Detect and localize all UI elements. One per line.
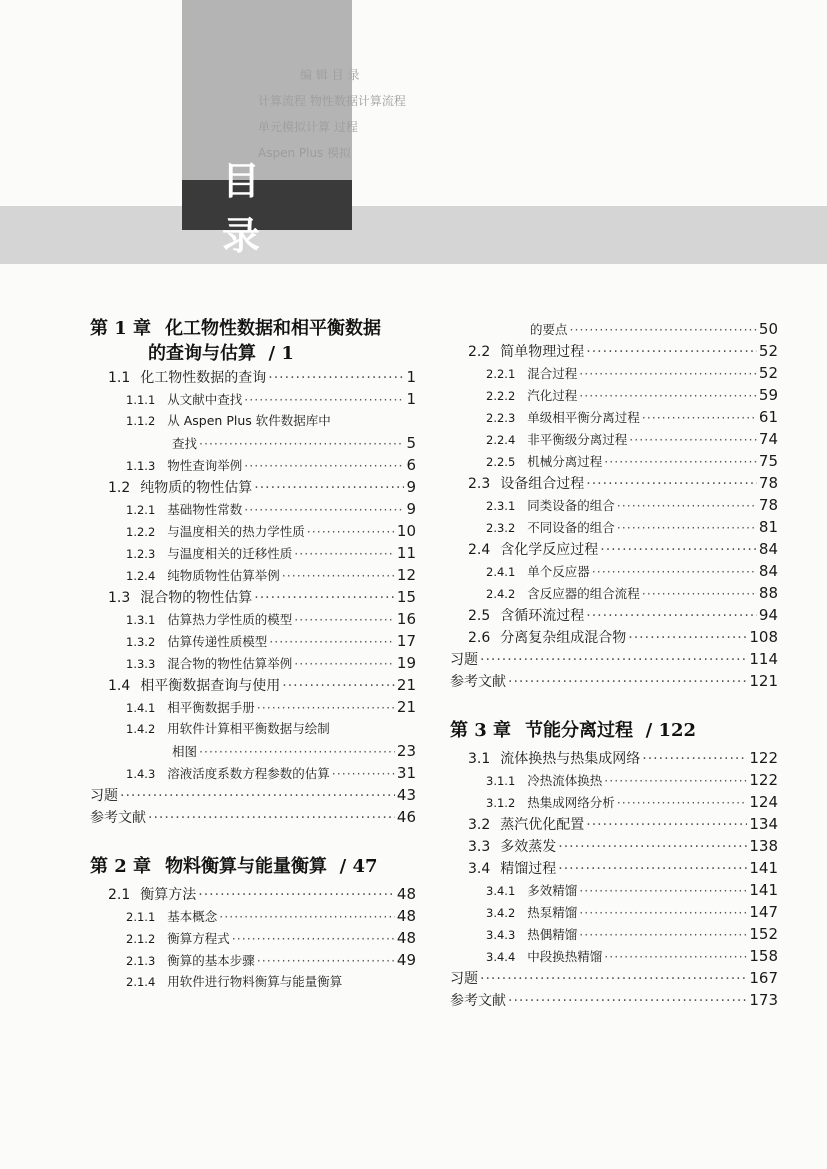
- toc-entry[interactable]: 2.1.4 用软件进行物料衡算与能量衡算: [126, 974, 343, 989]
- toc-entry[interactable]: 3.1 流体换热与热集成网络 ····· 122: [450, 747, 778, 769]
- toc-entry[interactable]: 2.4.2 含反应器的组合流程 ····· 88: [450, 582, 778, 604]
- toc-entry[interactable]: 1.1.3 物性查询举例 ····· 6: [90, 454, 416, 476]
- toc-entry[interactable]: 1.3 混合物的物性估算 ····· 15: [90, 586, 416, 608]
- toc-entry[interactable]: 2.1 衡算方法 ····· 48: [90, 883, 416, 905]
- toc-entry[interactable]: 3.4 精馏过程 ····· 141: [450, 857, 778, 879]
- toc-entry[interactable]: 1.4.2 用软件计算相平衡数据与绘制: [126, 721, 330, 736]
- chapter-1-heading: 第 1 章 化工物性数据和相平衡数据: [90, 318, 382, 339]
- toc-entry[interactable]: 1.1.2 从 Aspen Plus 软件数据库中: [126, 413, 331, 428]
- toc-entry[interactable]: 3.4.1 多效精馏 ····· 141: [450, 879, 778, 901]
- header-band: [0, 206, 827, 264]
- ghost-text: 单元模拟计算 过程: [258, 120, 358, 134]
- toc-entry[interactable]: 2.4 含化学反应过程 ····· 84: [450, 538, 778, 560]
- toc-entry[interactable]: 2.2.4 非平衡级分离过程 ····· 74: [450, 428, 778, 450]
- toc-entry[interactable]: 1.4 相平衡数据查询与使用 ····· 21: [90, 674, 416, 696]
- toc-entry[interactable]: 参考文献 ····· 46: [90, 806, 416, 828]
- toc-entry[interactable]: 3.4.2 热泵精馏 ····· 147: [450, 901, 778, 923]
- toc-entry[interactable]: 1.4.3 溶液活度系数方程参数的估算 ····· 31: [90, 762, 416, 784]
- toc-entry[interactable]: 2.2.3 单级相平衡分离过程 ····· 61: [450, 406, 778, 428]
- ghost-text: 计算流程 物性数据计算流程: [258, 94, 406, 108]
- toc-entry[interactable]: 习题 ····· 43: [90, 784, 416, 806]
- toc-entry[interactable]: 2.1.2 衡算方程式 ····· 48: [90, 927, 416, 949]
- toc-entry[interactable]: 3.1.1 冷热流体换热 ····· 122: [450, 769, 778, 791]
- toc-entry[interactable]: 2.2.1 混合过程 ····· 52: [450, 362, 778, 384]
- toc-entry[interactable]: 2.1.3 衡算的基本步骤 ····· 49: [90, 949, 416, 971]
- toc-entry[interactable]: 3.2 蒸汽优化配置 ····· 134: [450, 813, 778, 835]
- toc-entry[interactable]: 1.3.2 估算传递性质模型 ····· 17: [90, 630, 416, 652]
- toc-entry[interactable]: 1.2.1 基础物性常数 ····· 9: [90, 498, 416, 520]
- toc-entry[interactable]: 3.4.3 热偶精馏 ····· 152: [450, 923, 778, 945]
- toc-entry[interactable]: 2.3.1 同类设备的组合 ····· 78: [450, 494, 778, 516]
- toc-entry[interactable]: 习题 ····· 167: [450, 967, 778, 989]
- toc-entry[interactable]: 2.3.2 不同设备的组合 ····· 81: [450, 516, 778, 538]
- toc-entry[interactable]: 1.2.4 纯物质物性估算举例 ····· 12: [90, 564, 416, 586]
- toc-entry[interactable]: 2.6 分离复杂组成混合物 ····· 108: [450, 626, 778, 648]
- toc-entry[interactable]: 1.3.1 估算热力学性质的模型 ····· 16: [90, 608, 416, 630]
- toc-entry[interactable]: 2.2 简单物理过程 ····· 52: [450, 340, 778, 362]
- toc-entry[interactable]: 2.2.5 机械分离过程 ····· 75: [450, 450, 778, 472]
- toc-entry[interactable]: 1.2.2 与温度相关的热力学性质 ····· 10: [90, 520, 416, 542]
- toc-entry[interactable]: 1.1 化工物性数据的查询 ····· 1: [90, 366, 416, 388]
- toc-entry[interactable]: 3.3 多效蒸发 ····· 138: [450, 835, 778, 857]
- toc-right-column: [450, 318, 778, 1011]
- page-title: 目 录: [182, 180, 352, 230]
- toc-entry[interactable]: 参考文献 ····· 173: [450, 989, 778, 1011]
- chapter-2-heading: 第 2 章 物料衡算与能量衡算 / 47: [90, 856, 378, 877]
- chapter-3-heading: 第 3 章 节能分离过程 / 122: [450, 720, 697, 741]
- toc-entry[interactable]: 的要点 ····· 50: [450, 318, 778, 340]
- ghost-text: Aspen Plus 模拟: [258, 146, 352, 160]
- toc-entry[interactable]: 查找 ····· 5: [90, 432, 416, 454]
- toc-left-column: [90, 316, 416, 993]
- toc-entry[interactable]: 2.1.1 基本概念 ····· 48: [90, 905, 416, 927]
- toc-entry[interactable]: 1.4.1 相平衡数据手册 ····· 21: [90, 696, 416, 718]
- chapter-1-heading-cont: 的查询与估算 / 1: [148, 343, 294, 364]
- toc-entry[interactable]: 2.4.1 单个反应器 ····· 84: [450, 560, 778, 582]
- ghost-text: 编 辑 目 录: [300, 68, 360, 82]
- toc-entry[interactable]: 1.1.1 从文献中查找 ····· 1: [90, 388, 416, 410]
- toc-entry[interactable]: 1.2 纯物质的物性估算 ····· 9: [90, 476, 416, 498]
- toc-entry[interactable]: 参考文献 ····· 121: [450, 670, 778, 692]
- toc-entry[interactable]: 1.3.3 混合物的物性估算举例 ····· 19: [90, 652, 416, 674]
- toc-entry[interactable]: 2.3 设备组合过程 ····· 78: [450, 472, 778, 494]
- toc-entry[interactable]: 习题 ····· 114: [450, 648, 778, 670]
- toc-entry[interactable]: 3.1.2 热集成网络分析 ····· 124: [450, 791, 778, 813]
- toc-entry[interactable]: 2.2.2 汽化过程 ····· 59: [450, 384, 778, 406]
- toc-entry[interactable]: 1.2.3 与温度相关的迁移性质 ····· 11: [90, 542, 416, 564]
- toc-entry[interactable]: 相图 ····· 23: [90, 740, 416, 762]
- toc-entry[interactable]: 2.5 含循环流过程 ····· 94: [450, 604, 778, 626]
- toc-entry[interactable]: 3.4.4 中段换热精馏 ····· 158: [450, 945, 778, 967]
